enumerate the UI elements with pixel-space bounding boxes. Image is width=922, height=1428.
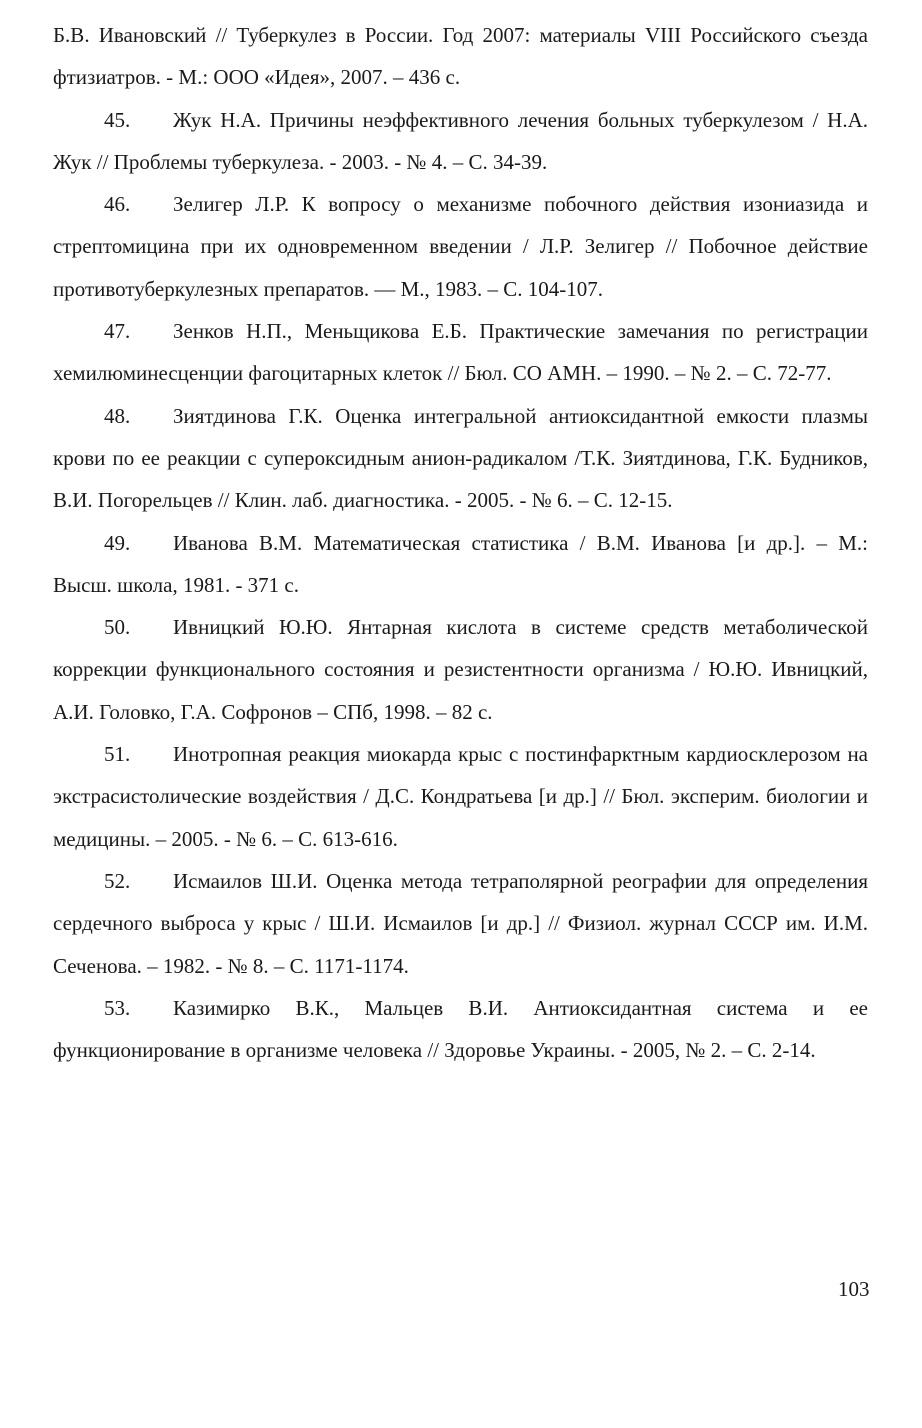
reference-item	[53, 733, 868, 860]
reference-text: Жук Н.А. Причины неэффективного лечения больных туберкулезом / Н.А. Жук // Проблемы туберкулеза. - 2003. - № 4. – С. 34-39.	[53, 107, 868, 174]
reference-number: 50.	[104, 615, 131, 640]
reference-text: Инотропная реакция миокарда крыс с постинфарктным кардиосклерозом на экстрасистолические воздействия / Д.С. Кондратьева [и др.] // Бюл. эксперим. биологии и медицины. – 2005. - № 6. – С. 613-616.	[53, 742, 868, 851]
reference-continuation: Б.В. Ивановский // Туберкулез в России. Год 2007: материалы VIII Российского съезда фтизиатров. - М.: ООО «Идея», 2007. – 436 с.	[53, 23, 868, 90]
reference-item	[53, 606, 868, 733]
reference-number: 48.	[104, 403, 131, 428]
reference-number: 46.	[104, 192, 131, 217]
reference-number: 53.	[104, 995, 131, 1020]
page-number: 103	[838, 1277, 870, 1301]
reference-text: Казимирко В.К., Мальцев В.И. Антиоксидантная система и ее функционирование в организме человека // Здоровье Украины. - 2005, № 2. – С. 2-14.	[53, 995, 868, 1063]
reference-item	[53, 310, 868, 395]
document-page	[53, 14, 868, 1071]
reference-number: 52.	[104, 868, 131, 893]
reference-text: Зиятдинова Г.К. Оценка интегральной антиоксидантной емкости плазмы крови по ее реакции с супероксидным анион-радикалом /Т.К. Зиятдинова, Г.К. Будников, В.И. Погорельцев // Клин. лаб. диагностика. - 2005. - № 6. – С. 12-15.	[53, 403, 868, 513]
reference-item	[53, 987, 868, 1072]
reference-number: 45.	[104, 107, 131, 132]
reference-number: 49.	[104, 530, 131, 555]
reference-text: Исмаилов Ш.И. Оценка метода тетраполярной реографии для определения сердечного выброса у крыс / Ш.И. Исмаилов [и др.] // Физиол. журнал СССР им. И.М. Сеченова. – 1982. - № 8. – С. 1171-1174.	[53, 868, 868, 978]
reference-text: Зенков Н.П., Меньщикова Е.Б. Практические замечания по регистрации хемилюминесценции фагоцитарных клеток // Бюл. СО АМН. – 1990. – № 2. – С. 72-77.	[53, 319, 868, 386]
reference-text: Иванова В.М. Математическая статистика / В.М. Иванова [и др.]. – М.: Высш. школа, 1981. - 371 с.	[53, 530, 868, 597]
reference-number: 51.	[104, 742, 131, 767]
reference-number: 47.	[104, 319, 131, 344]
reference-text: Ивницкий Ю.Ю. Янтарная кислота в системе средств метаболической коррекции функционального состояния и резистентности организма / Ю.Ю. Ивницкий, А.И. Головко, Г.А. Софронов – СПб, 1998. – 82 с.	[53, 615, 868, 724]
reference-item	[53, 183, 868, 310]
reference-item	[53, 522, 868, 607]
reference-item	[53, 99, 868, 184]
reference-item	[53, 860, 868, 987]
reference-item	[53, 395, 868, 522]
reference-text: Зелигер Л.Р. К вопросу о механизме побочного действия изониазида и стрептомицина при их одновременном введении / Л.Р. Зелигер // Побочное действие противотуберкулезных препаратов. — М., 1983. – С. 104-107.	[53, 192, 868, 301]
